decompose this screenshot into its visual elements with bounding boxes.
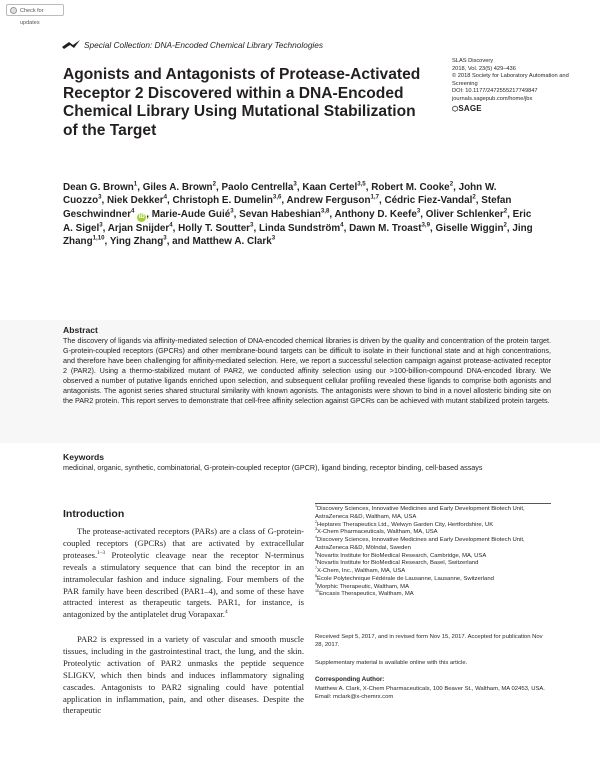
author-name[interactable]: Eric A. Sigel <box>63 208 532 234</box>
author-affiliation-superscript: 4 <box>340 221 344 229</box>
affiliation-text: École Polytechnique Fédérale de Lausanne, Lausanne, Switzerland <box>317 575 494 582</box>
author-name[interactable]: Andrew Ferguson <box>286 195 371 207</box>
author-affiliation-superscript: 4 <box>163 194 167 202</box>
journal-copyright: © 2018 Society for Laboratory Automation and Screening <box>452 73 569 87</box>
affiliation-divider <box>315 503 551 504</box>
sage-logo <box>452 105 482 114</box>
update-icon <box>10 7 17 14</box>
author-affiliation-superscript: 4 <box>169 221 173 229</box>
affiliation-text: Morphic Therapeutic, Waltham, MA <box>317 583 410 590</box>
author-affiliation-superscript: 1,10 <box>92 234 105 242</box>
author-name[interactable]: Giles A. Brown <box>142 182 213 193</box>
journal-info <box>452 58 592 114</box>
author-affiliation-superscript: 1 <box>133 180 138 188</box>
author-affiliation-superscript: 3 <box>271 234 276 242</box>
author-name[interactable]: Jing Zhang <box>63 222 533 248</box>
author-name[interactable]: Kaan Certel <box>302 182 358 193</box>
citation-superscript[interactable]: 1–3 <box>97 549 106 556</box>
author-affiliation-superscript: 3 <box>98 194 102 202</box>
sage-logo-mark-icon: ⬡ <box>452 105 459 113</box>
journal-name: SLAS Discovery <box>452 58 494 64</box>
corresponding-address: Matthew A. Clark, X-Chem Pharmaceuticals, 100 Beaver St., Waltham, MA 02453, USA. <box>315 686 545 692</box>
affiliation-text: Discovery Sciences, Innovative Medicines and Early Development Biotech Unit, AstraZeneca R&D, Mölndal, Sweden <box>315 537 525 551</box>
affiliation-number: 2 <box>315 519 318 524</box>
author-affiliation-superscript: 2 <box>449 180 454 188</box>
author-affiliation-superscript: 2 <box>503 221 507 229</box>
author-name[interactable]: Linda Sundström <box>258 222 341 234</box>
introduction-heading: Introduction <box>63 508 125 520</box>
affiliation-number: 9 <box>315 581 318 586</box>
affiliations-list <box>315 506 555 599</box>
author-name[interactable]: Holly T. Soutter <box>178 222 251 234</box>
affiliation-text: X-Chem Pharmaceuticals, Waltham, MA, USA <box>317 529 438 536</box>
author-name[interactable]: Arjan Snijder <box>107 222 170 234</box>
collection-logo-icon <box>62 40 80 49</box>
intro-paragraph-2: PAR2 is expressed in a variety of vascular and smooth muscle tissues, including in the gastrointestinal tract, the lung, and the skin. Proteolytic activation of PAR2 unmasks the peptide sequence SLIGKV, which then binds and induces inflammatory signaling cascades. Antagonists to PAR2 signaling could have potential application in inflammation, pain, and other diseases. Despite the therapeutic <box>63 634 304 716</box>
affiliation-text: Novartis Institute for BioMedical Research, Cambridge, MA, USA <box>317 552 487 559</box>
author-name[interactable]: Anthony D. Keefe <box>334 208 417 220</box>
author-affiliation-superscript: 3,8 <box>320 207 330 215</box>
author-name[interactable]: Cédric Fiez-Vandal <box>384 195 473 207</box>
author-name[interactable]: Oliver Schlenker <box>425 208 504 220</box>
author-affiliation-superscript: 3,6 <box>272 194 282 202</box>
author-name[interactable]: Sevan Habeshian <box>239 208 321 220</box>
intro-p1-text-a: The protease-activated receptors (PARs) are a class of G-protein-coupled receptors (GPCRs) that are activated by extracellular proteases. <box>63 526 304 560</box>
intro-paragraph-1 <box>63 526 304 621</box>
author-name[interactable]: John W. Cuozzo <box>63 182 497 207</box>
collection-label: Special Collection: DNA-Encoded Chemical Library Technologies <box>84 40 324 50</box>
author-affiliation-superscript: 3 <box>250 221 254 229</box>
author-name[interactable]: Matthew A. Clark <box>192 236 272 248</box>
orcid-icon[interactable]: iD <box>138 213 145 220</box>
affiliation-text: Encasis Therapeutics, Waltham, MA <box>319 591 414 598</box>
affiliation-number: 1 <box>315 504 318 509</box>
affiliation-text: Heptares Therapeutics Ltd., Welwyn Garden City, Hertfordshire, UK <box>317 521 494 528</box>
author-name[interactable]: Marie-Aude Guié <box>151 208 231 220</box>
author-affiliation-superscript: 3 <box>99 221 103 229</box>
author-affiliation-superscript: 4 <box>131 207 135 215</box>
affiliation-text: X-Chem, Inc., Waltham, MA, USA <box>317 568 406 574</box>
keywords-text: medicinal, organic, synthetic, combinatorial, G-protein-coupled receptor (GPCR), ligand binding, receptor binding, cell-based assays <box>63 463 483 472</box>
author-name[interactable]: Giselle Wiggin <box>435 222 504 234</box>
author-affiliation-superscript: 2 <box>503 207 508 215</box>
affiliation-number: 10 <box>315 589 320 594</box>
affiliation-number: 5 <box>315 550 318 555</box>
affiliation-item <box>315 527 555 540</box>
author-name[interactable]: Christoph E. Dumelin <box>172 195 273 207</box>
author-name[interactable]: Dean G. Brown <box>63 182 134 193</box>
author-name[interactable]: Niek Dekker <box>107 195 164 207</box>
affiliation-text: Discovery Sciences, Innovative Medicines and Early Development Biotech Unit, AstraZeneca R&D, Waltham, MA, USA <box>315 506 525 520</box>
corresponding-author-heading: Corresponding Author: <box>315 676 385 683</box>
author-list: Dean G. Brown$^1$, Giles A. Brown$^2$, Paolo Centrella$^3$, Kaan Certel$^{3,5}$, Robert M. Cooke$^2$, John W. Cuozzo$^3$, Niek Dekker$^4$, Christoph E. Dumelin$^{3,6}$, Andrew Ferguson$^{1,7}$, Cédric Fiez-Vandal$^2$, Stefan Geschwindner$^4$ iD , Marie-Aude Guié$^3$, Sevan Habeshian$^{3,8}$, Anthony D. Keefe$^3$, Oliver Schlenker$^2$, Eric A. Sigel$^3$, Arjan Snijder$^4$, Holly T. Soutter$^3$, Linda Sundström$^4$, Dawn M. Troast$^{3,9}$, Giselle Wiggin$^2$, Jing Zhang$^{1,10}$, Ying Zhang$^3$, and Matthew A. Clark$^3$ <box>63 180 533 248</box>
received-dates: Received Sept 5, 2017, and in revised form Nov 15, 2017. Accepted for publication Nov 28, 2017. <box>315 634 543 648</box>
article-title: Agonists and Antagonists of Protease-Activated Receptor 2 Discovered within a DNA-Encoded Chemical Library Using Mutational Stabilization of the Target <box>63 66 421 139</box>
author-name[interactable]: Ying Zhang <box>109 236 164 248</box>
journal-volume: 2018, Vol. 23(5) 429–436 <box>452 65 516 72</box>
corresponding-email[interactable]: Email: mclark@x-chemrx.com <box>315 693 394 700</box>
affiliation-item <box>315 537 555 553</box>
affiliation-number: 6 <box>315 558 318 563</box>
keywords-heading: Keywords <box>63 452 105 462</box>
author-name[interactable]: Paolo Centrella <box>221 182 294 193</box>
affiliation-item <box>315 506 555 522</box>
affiliation-text: Novartis Institute for BioMedical Research, Basel, Switzerland <box>317 560 479 567</box>
affiliation-item <box>315 591 555 599</box>
journal-url[interactable]: journals.sagepub.com/home/jbx <box>452 95 533 102</box>
author-affiliation-superscript: 3,5 <box>357 180 366 188</box>
abstract-text: The discovery of ligands via affinity-mediated selection of DNA-encoded chemical libraries is driven by the quality and concentration of the protein target. G-protein-coupled receptors (GPCRs) and other membrane-bound targets can be difficult to isolate in their functional state and at high concentrations, and therefore have been challenging for affinity-mediated selection. Here, we report a successful selection campaign against protease-activated receptor 2 (PAR2). Using a thermo-stabilized mutant of PAR2, we conducted affinity selection using our >100-billion-compound DNA-encoded library. We observed a number of putative ligands enriched upon selection, and subsequent cellular profiling revealed these ligands to comprise both agonists and antagonists. The agonist series shared structural similarity with known agonists. The antagonists were shown to bind in a novel allosteric binding site on the PAR2 protein. This report serves to demonstrate that cell-free affinity selection against GPCRs can be achieved with mutant stabilized protein targets. <box>63 336 551 405</box>
check-for-updates-label: Check for updates <box>20 8 44 26</box>
affiliation-number: 7 <box>315 566 318 571</box>
check-for-updates-badge[interactable] <box>6 4 64 26</box>
supplementary-note: Supplementary material is available online with this article. <box>315 660 468 666</box>
affiliation-item <box>315 568 555 576</box>
author-name[interactable]: Dawn M. Troast <box>349 222 422 234</box>
intro-p1-text-b: Proteolytic cleavage near the receptor N-terminus reveals a stimulatory sequence that can bind the receptor in an intramolecular fashion and induce signaling. Four members of the PAR family have been described (PAR1–4), and some of these have attracted interest as therapeutic targets. PAR1, for instance, is antagonized by the antiplatelet drug Vorapaxar. <box>63 549 304 620</box>
journal-doi[interactable]: DOI: 10.1177/2472555217749847 <box>452 88 538 95</box>
author-affiliation-superscript: 2 <box>472 194 476 202</box>
author-affiliation-superscript: 2 <box>212 180 216 188</box>
author-affiliation-superscript: 3 <box>293 180 297 188</box>
publisher-name: SAGE <box>458 103 482 113</box>
author-name[interactable]: Stefan Geschwindner <box>63 195 512 220</box>
affiliation-item <box>315 573 555 584</box>
author-affiliation-superscript: 3,9 <box>421 221 431 229</box>
affiliation-number: 3 <box>315 527 318 532</box>
author-affiliation-superscript: 3 <box>230 207 234 215</box>
author-affiliation-superscript: 1,7 <box>370 194 380 202</box>
affiliation-number: 4 <box>315 535 318 540</box>
corresponding-author-block <box>315 686 551 702</box>
citation-superscript[interactable]: 4 <box>224 609 228 616</box>
author-name[interactable]: Robert M. Cooke <box>371 182 450 193</box>
affiliation-number: 8 <box>315 573 318 578</box>
special-collection-header <box>62 40 323 50</box>
abstract-heading: Abstract <box>63 325 98 335</box>
author-affiliation-superscript: 3 <box>163 234 167 242</box>
author-affiliation-superscript: 3 <box>416 207 421 215</box>
